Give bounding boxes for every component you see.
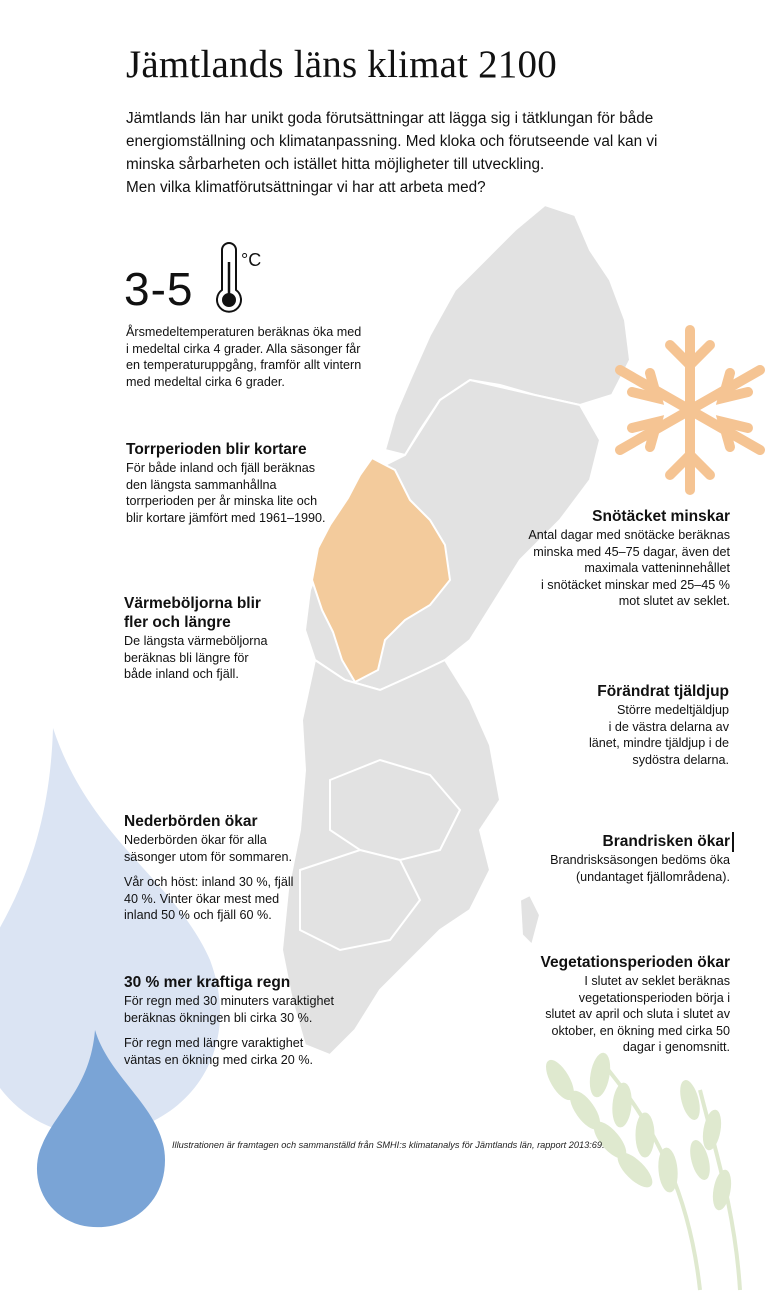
text-line: i medeltal cirka 4 grader. Alla säsonger får: [126, 341, 361, 356]
text-line: torrperioden per år minska lite och: [126, 494, 318, 509]
tjaldjup-block: [589, 682, 729, 768]
text-line: Större medeltjäldjup: [616, 703, 729, 717]
text-line: beräknas ökningen bli cirka 30 %.: [124, 1010, 313, 1025]
text-line: oktober, en ökning med cirka 50: [551, 1023, 730, 1038]
text-line: väntas en ökning med cirka 20 %.: [124, 1052, 314, 1067]
text-line: slutet av april och sluta i slutet av: [545, 1007, 730, 1022]
text-line: Nederbörden ökar för alla: [124, 833, 267, 847]
text-line: Brandrisksäsongen bedöms öka: [550, 853, 730, 867]
text-line: i de västra delarna av: [608, 719, 729, 734]
intro-line: Men vilka klimatförutsättningar vi har att arbeta med?: [126, 179, 486, 196]
text-line: beräknas bli längre för: [124, 650, 249, 665]
text-line: vegetationsperioden börja i: [578, 990, 730, 1005]
section-heading: Brandrisken ökar: [602, 833, 730, 850]
text-line: Årsmedeltemperaturen beräknas öka med: [126, 325, 362, 339]
text-line: 40 %. Vinter ökar mest med: [124, 891, 280, 906]
section-heading: Vegetationsperioden ökar: [540, 954, 730, 971]
text-line: mot slutet av seklet.: [618, 594, 730, 609]
text-line: inland 50 % och fjäll 60 %.: [124, 908, 272, 923]
intro-line: minska sårbarheten och istället hitta möjligheter till utveckling.: [126, 156, 545, 173]
wheat-icon: [541, 1052, 740, 1290]
brandrisk-block: [550, 832, 730, 885]
text-line: minska med 45–75 dagar, även det: [533, 544, 730, 559]
nederbord-block: [124, 812, 293, 924]
snotacke-block: [528, 507, 730, 610]
section-heading: Torrperioden blir kortare: [126, 441, 307, 458]
text-line: en temperaturuppgång, framför allt vintern: [126, 358, 362, 373]
text-line: sydöstra delarna.: [632, 752, 729, 767]
section-heading: Snötäcket minskar: [592, 508, 730, 525]
section-heading: Nederbörden ökar: [124, 813, 258, 830]
temperature-unit: °C: [241, 250, 262, 270]
thermometer-icon: [217, 243, 241, 312]
text-line: med medeltal cirka 6 grader.: [126, 374, 285, 389]
section-heading: fler och längre: [124, 614, 231, 631]
text-line: De längsta värmeböljorna: [124, 634, 268, 648]
intro-line: energiomställning och klimatanpassning. Med kloka och förutseende val kan vi: [126, 133, 658, 150]
text-line: (undantaget fjällområdena).: [575, 869, 730, 884]
varmebolja-block: [124, 594, 268, 683]
text-line: länet, mindre tjäldjup i de: [588, 736, 729, 751]
text-line: Antal dagar med snötäcke beräknas: [528, 528, 730, 542]
vegetation-block: [541, 953, 731, 1056]
text-line: säsonger utom för sommaren.: [124, 849, 292, 864]
text-line: både inland och fjäll.: [124, 667, 239, 682]
text-line: blir kortare jämfört med 1961–1990.: [126, 510, 326, 525]
temperature-block: [126, 324, 361, 390]
footnote: Illustrationen är framtagen och sammanställd från SMHI:s klimatanalys för Jämtlands län, rapport 2013:69.: [172, 1140, 605, 1150]
map-region-gotland: [520, 895, 540, 945]
text-line: Vår och höst: inland 30 %, fjäll: [124, 875, 294, 890]
temperature-range: 3-5: [124, 263, 194, 315]
text-line: För både inland och fjäll beräknas: [126, 461, 316, 475]
text-line: I slutet av seklet beräknas: [584, 974, 730, 988]
text-line: För regn med längre varaktighet: [124, 1036, 304, 1051]
page-title: Jämtlands läns klimat 2100: [126, 43, 557, 86]
text-line: maximala vatteninnehållet: [584, 561, 730, 576]
text-line: i snötäcket minskar med 25–45 %: [541, 577, 730, 592]
section-heading: 30 % mer kraftiga regn: [124, 974, 291, 991]
intro-text: [126, 107, 746, 199]
section-heading: Förändrat tjäldjup: [597, 683, 729, 700]
text-line: För regn med 30 minuters varaktighet: [124, 994, 334, 1008]
text-line: dagar i genomsnitt.: [622, 1040, 730, 1055]
text-line: den längsta sammanhållna: [126, 477, 277, 492]
torrperioden-block: [126, 440, 326, 526]
intro-line: Jämtlands län har unikt goda förutsättningar att lägga sig i tätklungan för både: [126, 110, 654, 127]
text-cursor: [732, 832, 734, 852]
section-heading: Värmeböljorna blir: [124, 595, 261, 612]
regn-block: [124, 973, 334, 1068]
snowflake-icon: [620, 330, 760, 490]
